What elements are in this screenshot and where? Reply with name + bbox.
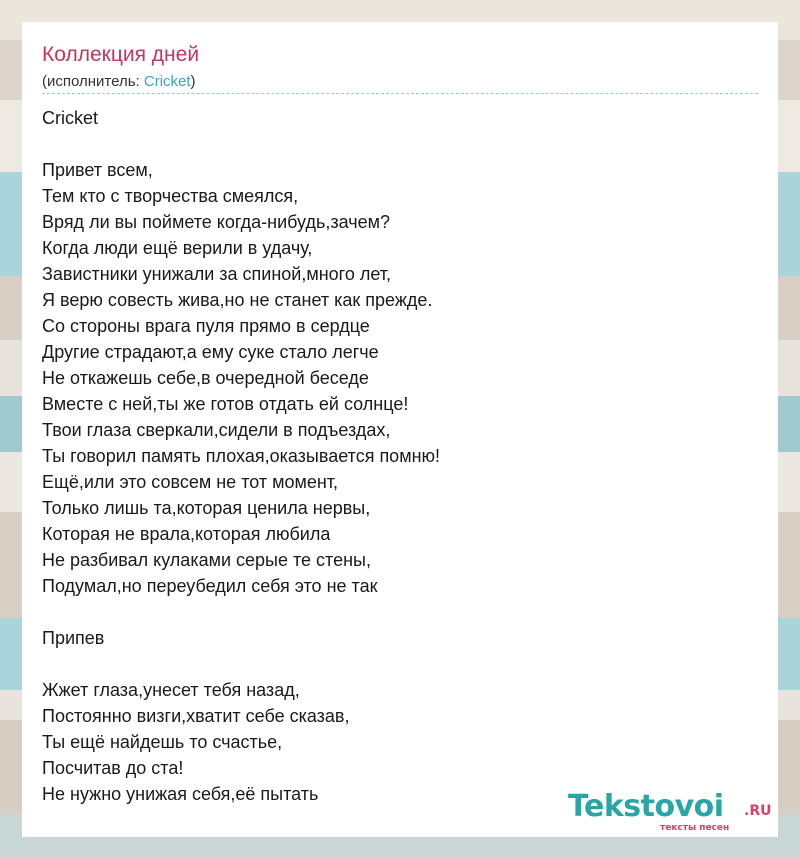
lyric-line — [42, 599, 440, 625]
artist-line — [42, 73, 196, 90]
song-title: Коллекция дней — [42, 43, 200, 66]
lyric-line: Постоянно визги,хватит себе сказав, — [42, 706, 350, 726]
lyric-line: Вряд ли вы поймете когда-нибудь,зачем? — [42, 212, 390, 232]
lyric-line: Припев — [42, 628, 105, 648]
lyric-line — [42, 131, 440, 157]
lyric-line: Не нужно унижая себя,её пытать — [42, 784, 319, 804]
lyric-line: Другие страдают,а ему суке стало легче — [42, 342, 379, 362]
logo-wordmark: Tekstovoi — [568, 789, 724, 824]
title-divider — [42, 93, 758, 94]
lyric-line: Подумал,но переубедил себя это не так — [42, 576, 378, 596]
lyric-line: Завистники унижали за спиной,много лет, — [42, 264, 392, 284]
lyric-line: Привет всем, — [42, 160, 153, 180]
lyric-line: Когда люди ещё верили в удачу, — [42, 238, 313, 258]
lyric-line: Ты ещё найдешь то счастье, — [42, 732, 283, 752]
lyric-line: Которая не врала,которая любила — [42, 524, 331, 544]
lyric-line: Тем кто с творчества смеялся, — [42, 186, 299, 206]
artist-prefix: (исполнитель: — [42, 73, 144, 90]
lyrics-card — [22, 22, 778, 837]
lyric-line: Ты говорил память плохая,оказывается помню! — [42, 446, 441, 466]
lyric-line: Я верю совесть жива,но не станет как прежде. — [42, 290, 433, 310]
lyric-line: Не откажешь себе,в очередной беседе — [42, 368, 369, 388]
lyric-line: Ещё,или это совсем не тот момент, — [42, 472, 339, 492]
lyric-line: Со стороны врага пуля прямо в сердце — [42, 316, 370, 336]
lyric-line: Посчитав до ста! — [42, 758, 184, 778]
logo-tld: .RU — [744, 803, 772, 819]
lyric-line: Жжет глаза,унесет тебя назад, — [42, 680, 300, 700]
lyric-line: Cricket — [42, 108, 99, 128]
lyric-line: Только лишь та,которая ценила нервы, — [42, 498, 371, 518]
artist-link[interactable]: Cricket — [143, 73, 191, 90]
logo-tagline: тексты песен — [660, 823, 730, 833]
artist-suffix: ) — [190, 73, 196, 90]
lyrics-text — [42, 105, 440, 807]
lyric-line — [42, 651, 440, 677]
lyric-line: Не разбивал кулаками серые те стены, — [42, 550, 371, 570]
lyric-line: Вместе с ней,ты же готов отдать ей солнце! — [42, 394, 409, 414]
lyric-line: Твои глаза сверкали,сидели в подъездах, — [42, 420, 391, 440]
tekstovoi-logo[interactable] — [568, 789, 778, 839]
